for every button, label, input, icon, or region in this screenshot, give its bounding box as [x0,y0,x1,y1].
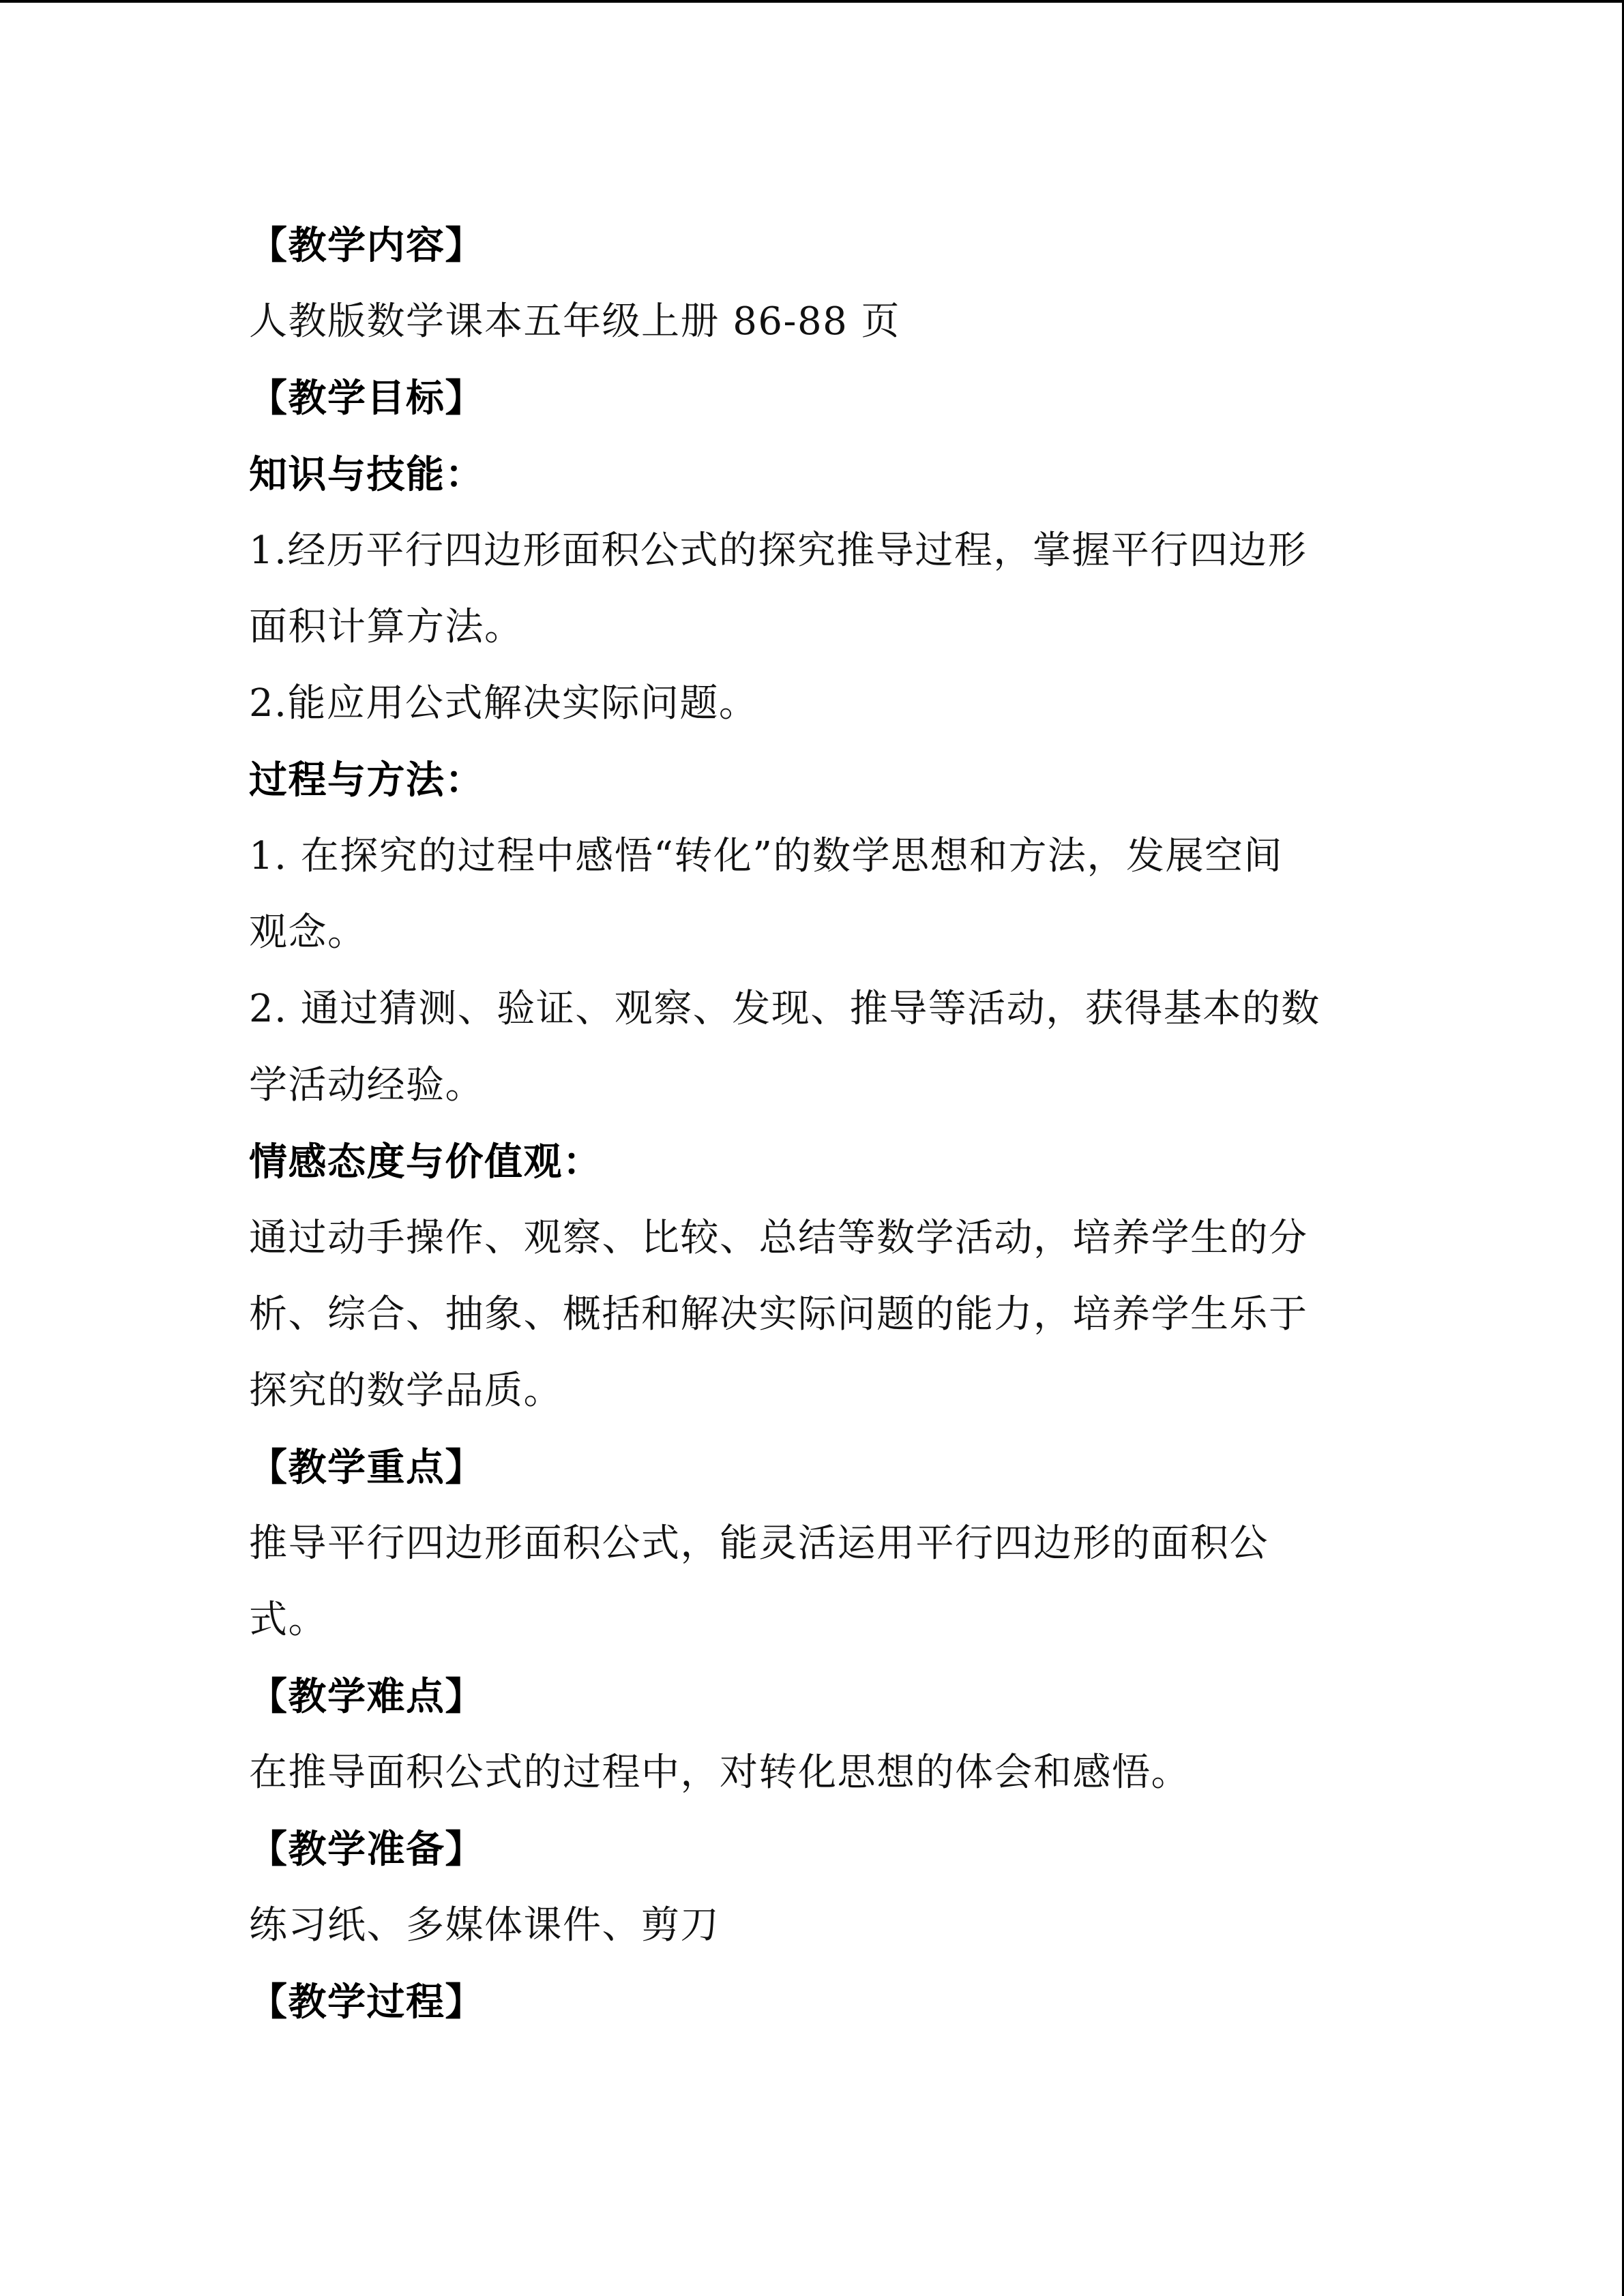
process-methods-line: 2. 通过猜测、验证、观察、发现、推导等活动，获得基本的数 [249,987,1320,1031]
preparation-text: 练习纸、多媒体课件、剪刀 [249,1903,720,1948]
subheading-process-methods: 过程与方法： [249,758,484,803]
process-methods-line: 学活动经验。 [249,1063,484,1107]
document-body [249,207,1408,2040]
heading-teaching-content: 【教学内容】 [249,223,484,268]
emotion-values-line: 通过动手操作、观察、比较、总结等数学活动，培养学生的分 [249,1216,1308,1260]
emotion-values-line: 探究的数学品质。 [249,1369,563,1413]
heading-key-points: 【教学重点】 [249,1445,484,1490]
key-points-line: 推导平行四边形面积公式，能灵活运用平行四边形的面积公 [249,1521,1269,1566]
subheading-knowledge-skills: 知识与技能： [249,452,484,497]
key-points-line: 式。 [249,1598,327,1642]
process-methods-line: 1. 在探究的过程中感悟“转化”的数学思想和方法，发展空间 [249,834,1283,878]
heading-difficulties: 【教学难点】 [249,1674,484,1719]
knowledge-skills-line: 2.能应用公式解决实际问题。 [249,681,758,726]
subheading-emotion-values: 情感态度与价值观： [249,1139,602,1184]
heading-teaching-process: 【教学过程】 [249,1980,484,2025]
teaching-content-text: 人教版数学课本五年级上册 86-88 页 [249,299,901,344]
emotion-values-line: 析、综合、抽象、概括和解决实际问题的能力，培养学生乐于 [249,1292,1308,1337]
difficulties-text: 在推导面积公式的过程中，对转化思想的体会和感悟。 [249,1750,1190,1795]
knowledge-skills-line: 1.经历平行四边形面积公式的探究推导过程，掌握平行四边形 [249,528,1308,573]
knowledge-skills-line: 面积计算方法。 [249,605,524,649]
heading-teaching-objectives: 【教学目标】 [249,376,484,421]
heading-preparation: 【教学准备】 [249,1827,484,1872]
process-methods-line: 观念。 [249,910,367,955]
